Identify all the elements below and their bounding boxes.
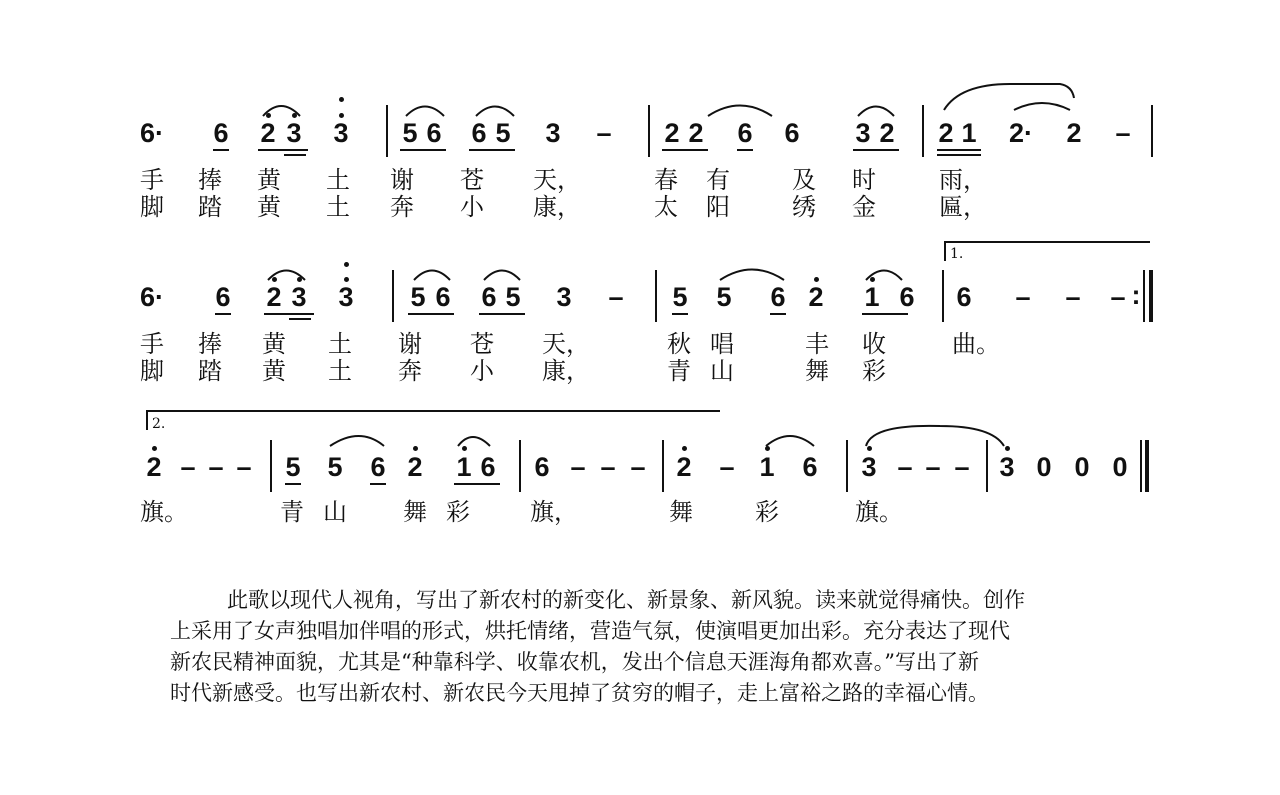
underline: [215, 313, 231, 315]
lyric: 山: [323, 498, 347, 526]
lyric: 丰: [805, 330, 829, 358]
note: 5: [505, 282, 521, 312]
note: –: [600, 452, 616, 482]
note: –: [608, 282, 624, 312]
final-barline: [1149, 270, 1153, 322]
note: 5: [410, 282, 426, 312]
lyric: 天，: [533, 166, 581, 194]
barline: [1140, 440, 1142, 492]
note: 2: [407, 452, 423, 482]
note: 5: [327, 452, 343, 482]
octave-dot: [344, 277, 349, 282]
note: 3: [556, 282, 572, 312]
slur: [766, 436, 814, 446]
note: –: [1110, 282, 1126, 312]
note: 2: [808, 282, 824, 312]
lyric: 唱: [710, 330, 734, 358]
note: 3: [338, 282, 354, 312]
note: 2: [266, 282, 282, 312]
first-ending-label: 1.: [950, 246, 964, 262]
barline: [392, 270, 394, 322]
octave-dot: [1005, 446, 1010, 451]
barline: [1143, 270, 1145, 322]
lyric: 土: [326, 193, 350, 221]
note: 3: [545, 118, 561, 148]
lyric: 奔: [398, 357, 422, 385]
slur: [406, 107, 444, 117]
octave-dot: [339, 113, 344, 118]
note: 1: [456, 452, 472, 482]
lyric: 苍: [470, 330, 494, 358]
note: 6: [426, 118, 442, 148]
underline: [370, 483, 386, 485]
note: 0: [1074, 452, 1090, 482]
note: 5: [716, 282, 732, 312]
lyric: 彩: [862, 357, 886, 385]
slur: [858, 107, 894, 117]
lyric: 时: [852, 166, 876, 194]
octave-dot: [765, 446, 770, 451]
note: –: [630, 452, 646, 482]
note: 3: [333, 118, 349, 148]
note: 6: [956, 282, 972, 312]
lyric: 山: [710, 357, 734, 385]
lyric: 小: [460, 193, 484, 221]
note: 6: [737, 118, 753, 148]
lyric: 谢: [390, 166, 414, 194]
lyric: 阳: [706, 193, 730, 221]
lyric: 康，: [533, 193, 581, 221]
lyric: 收: [862, 330, 886, 358]
underline: [213, 149, 229, 151]
note: 6·: [140, 118, 165, 148]
note: 5: [495, 118, 511, 148]
note: 3: [291, 282, 307, 312]
note: 6: [213, 118, 229, 148]
note: 6: [534, 452, 550, 482]
lyric: 黄: [257, 166, 281, 194]
lyric: 捧: [198, 330, 222, 358]
underline: [937, 149, 981, 151]
underline: [400, 149, 446, 151]
slur: [866, 426, 1004, 446]
barline: [986, 440, 988, 492]
lyric: 曲。: [952, 330, 1000, 358]
note: 2: [1066, 118, 1082, 148]
note: 3: [999, 452, 1015, 482]
slur: [484, 271, 520, 281]
note: 2: [938, 118, 954, 148]
underline: [862, 313, 908, 315]
lyric: 奔: [390, 193, 414, 221]
underline: [662, 149, 708, 151]
note: 3: [855, 118, 871, 148]
lyric: 手: [140, 166, 164, 194]
lyric: 谢: [398, 330, 422, 358]
barline: [270, 440, 272, 492]
octave-dot: [339, 97, 344, 102]
lyric: 春: [654, 166, 678, 194]
note: 0: [1112, 452, 1128, 482]
note: 6: [480, 452, 496, 482]
lyric: 旗。: [855, 498, 903, 526]
slur: [708, 106, 772, 117]
note: 6: [899, 282, 915, 312]
lyric: 舞: [669, 498, 693, 526]
slur: [458, 437, 490, 446]
barline: [519, 440, 521, 492]
note: 0: [1036, 452, 1052, 482]
lyric: 土: [328, 330, 352, 358]
lyric: 彩: [755, 498, 779, 526]
lyric: 有: [706, 166, 730, 194]
note: 6·: [140, 282, 165, 312]
note: –: [1065, 282, 1081, 312]
lyric: 手: [140, 330, 164, 358]
lyric: 踏: [198, 193, 222, 221]
underline: [937, 154, 981, 156]
slur: [720, 270, 784, 281]
octave-dot: [682, 446, 687, 451]
lyric: 黄: [257, 193, 281, 221]
underline: [258, 149, 308, 151]
octave-dot: [462, 446, 467, 451]
slur: [476, 107, 514, 117]
lyric: 康，: [542, 357, 590, 385]
octave-dot: [344, 262, 349, 267]
note: 2: [260, 118, 276, 148]
lyric: 土: [326, 166, 350, 194]
underline: [285, 483, 301, 485]
slur: [944, 84, 1074, 110]
note: –: [570, 452, 586, 482]
note: –: [180, 452, 196, 482]
note: 6: [215, 282, 231, 312]
lyric: 雨，: [939, 166, 987, 194]
lyric: 黄: [262, 357, 286, 385]
description-line: 新农民精神面貌，尤其是“种靠科学、收靠农机，发出个信息天涯海角都欢喜。”写出了新: [170, 650, 979, 674]
note: 2: [879, 118, 895, 148]
barline: [655, 270, 657, 322]
underline: [737, 149, 753, 151]
final-barline: [1145, 440, 1149, 492]
note: 2: [146, 452, 162, 482]
lyric: 脚: [140, 193, 164, 221]
lyric: 彩: [446, 498, 470, 526]
underline: [454, 483, 500, 485]
underline: [853, 149, 899, 151]
lyric: 土: [328, 357, 352, 385]
lyric: 踏: [198, 357, 222, 385]
lyric: 秋: [667, 330, 691, 358]
underline: [672, 313, 688, 315]
note: –: [1015, 282, 1031, 312]
octave-dot: [870, 277, 875, 282]
lyric: 旗。: [140, 498, 188, 526]
note: 2·: [1008, 118, 1033, 148]
description-line: 时代新感受。也写出新农村、新农民今天甩掉了贫穷的帽子，走上富裕之路的幸福心情。: [170, 681, 989, 705]
note: 1: [759, 452, 775, 482]
song-description: [170, 585, 1120, 709]
note: 5: [672, 282, 688, 312]
lyric: 捧: [198, 166, 222, 194]
note: –: [897, 452, 913, 482]
note: –: [596, 118, 612, 148]
note: –: [925, 452, 941, 482]
note: 5: [402, 118, 418, 148]
lyric: 青: [667, 357, 691, 385]
note: 1: [864, 282, 880, 312]
note: 6: [770, 282, 786, 312]
slur: [330, 436, 384, 446]
lyric: 旗，: [530, 498, 578, 526]
underline: [479, 313, 525, 315]
barline: [1151, 105, 1153, 157]
note: 6: [481, 282, 497, 312]
repeat-sign: :: [1131, 280, 1141, 310]
second-ending-label: 2.: [152, 416, 166, 432]
lyric: 天，: [542, 330, 590, 358]
note: 1: [961, 118, 977, 148]
lyric: 黄: [262, 330, 286, 358]
description-line: 此歌以现代人视角，写出了新农村的新变化、新景象、新风貌。读来就觉得痛快。创作: [227, 588, 1025, 612]
note: 6: [802, 452, 818, 482]
note: 6: [471, 118, 487, 148]
lyric: 脚: [140, 357, 164, 385]
note: –: [1115, 118, 1131, 148]
octave-dot: [152, 446, 157, 451]
octave-dot: [814, 277, 819, 282]
barline: [942, 270, 944, 322]
note: –: [719, 452, 735, 482]
octave-dot: [266, 113, 271, 118]
lyric: 匾，: [939, 193, 987, 221]
underline: [284, 154, 306, 156]
lyric: 舞: [805, 357, 829, 385]
lyric: 青: [280, 498, 304, 526]
first-ending-bracket: [944, 241, 1150, 261]
lyric: 及: [792, 166, 816, 194]
lyric: 苍: [460, 166, 484, 194]
underline: [469, 149, 515, 151]
octave-dot: [272, 277, 277, 282]
description-line: 上采用了女声独唱加伴唱的形式，烘托情绪，营造气氛，使演唱更加出彩。充分表达了现代: [170, 619, 1010, 643]
lyric: 金: [852, 193, 876, 221]
note: 2: [676, 452, 692, 482]
note: –: [236, 452, 252, 482]
slur: [1014, 103, 1070, 110]
barline: [662, 440, 664, 492]
underline: [770, 313, 786, 315]
octave-dot: [867, 446, 872, 451]
barline: [846, 440, 848, 492]
underline: [289, 318, 311, 320]
note: 6: [435, 282, 451, 312]
lyric: 太: [654, 193, 678, 221]
note: 2: [664, 118, 680, 148]
slur: [414, 271, 450, 281]
note: 3: [861, 452, 877, 482]
underline: [264, 313, 314, 315]
lyric: 绣: [792, 193, 816, 221]
note: –: [208, 452, 224, 482]
note: 3: [286, 118, 302, 148]
second-ending-bracket: [146, 410, 720, 430]
octave-dot: [413, 446, 418, 451]
underline: [408, 313, 454, 315]
octave-dot: [292, 113, 297, 118]
note: –: [954, 452, 970, 482]
note: 6: [784, 118, 800, 148]
note: 6: [370, 452, 386, 482]
lyric: 舞: [403, 498, 427, 526]
lyric: 小: [470, 357, 494, 385]
note: 5: [285, 452, 301, 482]
note: 2: [688, 118, 704, 148]
barline: [648, 105, 650, 157]
barline: [386, 105, 388, 157]
octave-dot: [297, 277, 302, 282]
barline: [922, 105, 924, 157]
